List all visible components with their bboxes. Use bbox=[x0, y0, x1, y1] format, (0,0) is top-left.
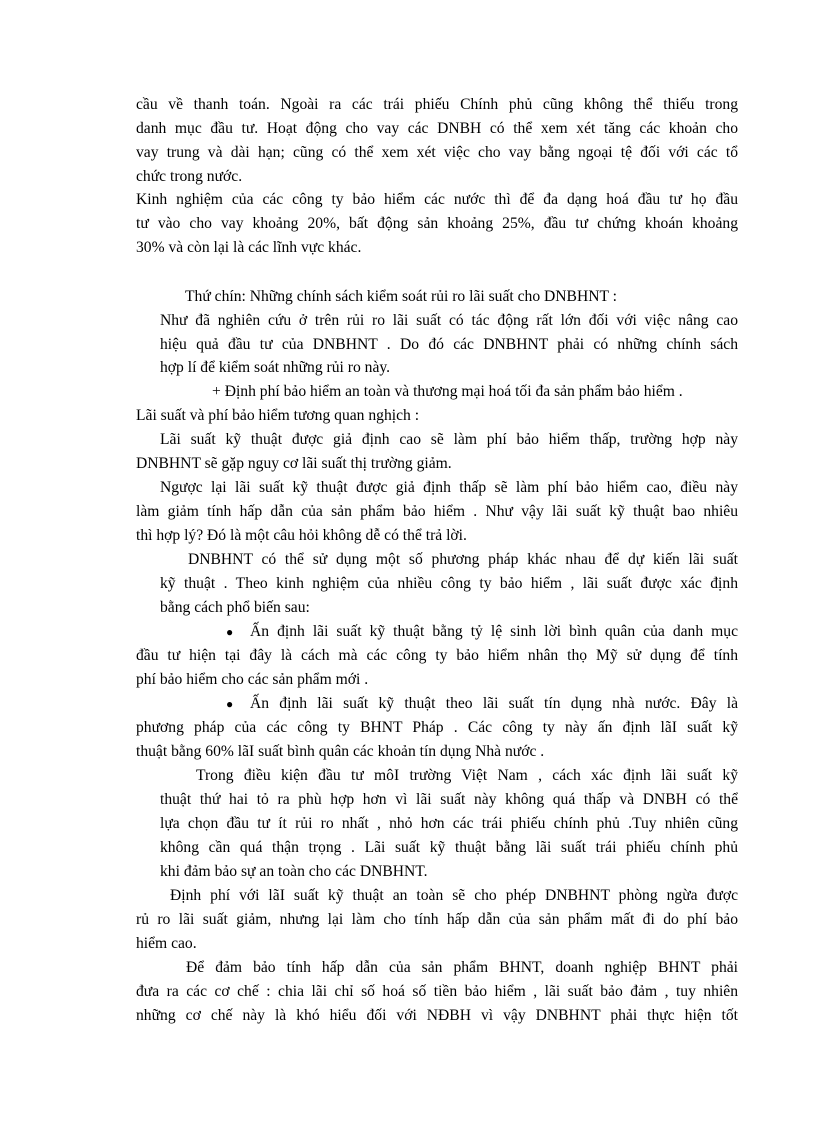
text-line: đầu tư hiện tại đây là cách mà các công ty bảo hiểm nhân thọ Mỹ sử dụng để tính bbox=[136, 647, 738, 664]
text-line: Như đã nghiên cứu ở trên rủi ro lãi suất có tác động rất lớn đối với việc nâng cao bbox=[160, 312, 738, 329]
text-line: hiệu quả đầu tư của DNBHNT . Do đó các DNBHNT phải có những chính sách bbox=[160, 336, 738, 353]
text-line: Trong điều kiện đầu tư môI trường Việt Nam , cách xác định lãi suất kỹ bbox=[196, 767, 738, 784]
text-line: Lãi suất kỹ thuật được giả định cao sẽ làm phí bảo hiểm thấp, trường hợp này bbox=[160, 431, 738, 448]
text-line: kỹ thuật . Theo kinh nghiệm của nhiều công ty bảo hiểm , lãi suất được xác định bbox=[160, 575, 738, 592]
text-line: rủ ro lãi suất giảm, nhưng lại làm cho tính hấp dẫn của sản phẩm mất đi do phí bảo bbox=[136, 911, 738, 928]
text-line: không cần quá thận trọng . Lãi suất kỹ thuật bằng lãi suất trái phiếu chính phủ bbox=[160, 839, 738, 856]
text-line: Định phí với lãI suất kỹ thuật an toàn sẽ cho phép DNBHNT phòng ngừa được bbox=[170, 887, 738, 904]
text-line: phương pháp của các công ty BHNT Pháp . Các công ty này ấn định lãI suất kỹ bbox=[136, 719, 738, 736]
text-line: thì hợp lý? Đó là một câu hỏi không dễ có thể trả lời. bbox=[136, 527, 467, 544]
text-line: + Định phí bảo hiểm an toàn và thương mại hoá tối đa sản phẩm bảo hiểm . bbox=[212, 383, 683, 400]
text-line: thuật bằng 60% lãI suất bình quân các khoản tín dụng Nhà nước . bbox=[136, 743, 545, 760]
text-line: hiểm cao. bbox=[136, 935, 197, 952]
bullet-icon: ● bbox=[226, 625, 234, 639]
text-line: danh mục đầu tư. Hoạt động cho vay các DNBH có thể xem xét tăng các khoản cho bbox=[136, 120, 738, 137]
text-line: Ấn định lãi suất kỹ thuật theo lãi suất tín dụng nhà nước. Đây là bbox=[250, 695, 738, 712]
text-line: khi đảm bảo sự an toàn cho các DNBHNT. bbox=[160, 863, 428, 880]
text-line: Ngược lại lãi suất kỹ thuật được giả định thấp sẽ làm phí bảo hiểm cao, điều này bbox=[160, 479, 738, 496]
text-line: thuật thứ hai tỏ ra phù hợp hơn vì lãi suất này không quá thấp và DNBH có thể bbox=[160, 791, 738, 808]
text-line: hợp lí để kiểm soát những rủi ro này. bbox=[160, 359, 391, 376]
section-heading: Thứ chín: Những chính sách kiểm soát rủi ro lãi suất cho DNBHNT : bbox=[185, 288, 617, 305]
text-line: Lãi suất và phí bảo hiểm tương quan nghịch : bbox=[136, 407, 420, 424]
text-line: tư vào cho vay khoảng 20%, bất động sản khoảng 25%, đầu tư chứng khoán khoảng bbox=[136, 215, 738, 232]
text-line: làm giảm tính hấp dẫn của sản phẩm bảo hiểm . Như vậy lãi suất kỹ thuật bao nhiêu bbox=[136, 503, 738, 520]
text-line: 30% và còn lại là các lĩnh vực khác. bbox=[136, 239, 362, 256]
text-line: Kinh nghiệm của các công ty bảo hiểm các nước thì để đa dạng hoá đầu tư họ đầu bbox=[136, 191, 738, 208]
text-line: những cơ chế này là khó hiểu đối với NĐBH vì vậy DNBHNT phải thực hiện tốt bbox=[136, 1007, 738, 1024]
bullet-icon: ● bbox=[226, 697, 234, 711]
text-line: lựa chọn đầu tư ít rủi ro nhất , nhỏ hơn các trái phiếu chính phủ .Tuy nhiên cũng bbox=[160, 815, 738, 832]
text-line: DNBHNT sẽ gặp nguy cơ lãi suất thị trường giảm. bbox=[136, 455, 452, 472]
text-line: DNBHNT có thể sử dụng một số phương pháp khác nhau để dự kiến lãi suất bbox=[188, 551, 738, 568]
text-line: cầu về thanh toán. Ngoài ra các trái phiếu Chính phủ cũng không thể thiếu trong bbox=[136, 96, 738, 113]
text-line: đưa ra các cơ chế : chia lãi chỉ số hoá số tiền bảo hiểm , lãi suất bảo đảm , tuy nhiên bbox=[136, 983, 738, 1000]
text-line: vay trung và dài hạn; cũng có thể xem xét việc cho vay bằng ngoại tệ đối với các tổ bbox=[136, 144, 738, 161]
text-line: phí bảo hiểm cho các sản phẩm mới . bbox=[136, 671, 369, 688]
text-line: Ấn định lãi suất kỹ thuật bằng tỷ lệ sinh lời bình quân của danh mục bbox=[250, 623, 738, 640]
text-line: Để đảm bảo tính hấp dẫn của sản phẩm BHNT, doanh nghiệp BHNT phải bbox=[186, 959, 738, 976]
text-line: chức trong nước. bbox=[136, 168, 243, 185]
text-line: bằng cách phổ biến sau: bbox=[160, 599, 310, 616]
